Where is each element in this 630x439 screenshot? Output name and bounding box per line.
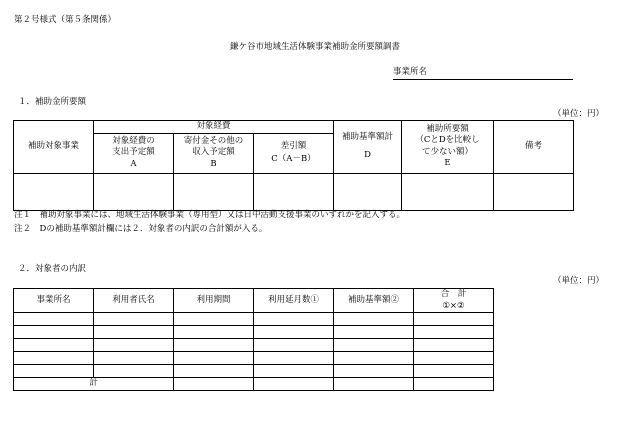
header-expenditure-line: 支出予定額 [112,147,155,158]
header-required-amount [402,121,494,174]
header-standard-total [334,121,402,174]
table-cell[interactable] [414,326,494,339]
table-cell[interactable] [14,365,94,378]
header-total-formula: ①×② [442,300,465,311]
header-total [414,289,494,313]
table-cell[interactable] [414,339,494,352]
header-difference [254,133,334,173]
header-required-line: て少ない額） [421,146,473,157]
header-usage-period: 利用期間 [174,289,254,313]
header-standard-total-letter: D [364,149,371,160]
table-cell[interactable] [14,339,94,352]
table-cell[interactable] [254,378,334,391]
table-cell[interactable] [174,313,254,326]
cell-difference[interactable] [254,173,334,210]
table-cell[interactable] [334,365,414,378]
table-cell[interactable] [174,365,254,378]
table-cell[interactable] [94,352,174,365]
table-row [14,339,494,352]
header-donation-letter: B [210,158,217,169]
table-cell[interactable] [254,326,334,339]
header-required-line: （CとDを比較し [415,135,480,146]
office-name-label: 事業所名 [393,67,428,77]
table-cell[interactable] [414,365,494,378]
subsidy-table [13,120,574,211]
header-expenditure-letter: A [130,158,137,169]
header-user-name: 利用者氏名 [94,289,174,313]
section2-heading: ２．対象者の内訳 [18,264,87,274]
section2-unit: （単位：円） [552,276,604,286]
section1-heading: １．補助金所要額 [18,97,87,107]
table-cell[interactable] [254,339,334,352]
table-cell[interactable] [254,313,334,326]
cell-donation[interactable] [174,173,254,210]
recipient-breakdown-table [13,288,494,391]
header-standard-total-line: 補助基準額計 [341,132,393,143]
total-label: 計 [14,378,174,391]
table-cell[interactable] [94,339,174,352]
table-cell[interactable] [94,313,174,326]
header-standard-amount: 補助基準額② [334,289,414,313]
header-target-cost-group: 対象経費 [94,121,334,134]
table-cell[interactable] [174,378,254,391]
office-name-field[interactable] [393,79,573,80]
table-cell[interactable] [334,378,414,391]
table-cell[interactable] [414,313,494,326]
header-donation [174,133,254,173]
table-cell[interactable] [174,339,254,352]
table-cell[interactable] [334,326,414,339]
table-row [14,352,494,365]
table-cell[interactable] [14,352,94,365]
table-cell[interactable] [254,352,334,365]
header-difference-letter: C（A－B） [271,154,316,164]
cell-expenditure[interactable] [94,173,174,210]
note-2: 注２ Dの補助基準額計欄には２．対象者の内訳の合計額が入る。 [14,224,268,234]
total-row [14,378,494,391]
cell-remarks[interactable] [494,173,574,210]
header-usage-months: 利用延月数① [254,289,334,313]
cell-target-project[interactable] [14,173,94,210]
header-expenditure [94,133,174,173]
form-number: 第２号様式（第５条関係） [14,15,117,25]
header-total-label: 合 計 [440,289,467,299]
table-cell[interactable] [14,313,94,326]
header-donation-line: 収入予定額 [192,147,235,158]
header-expenditure-line: 対象経費の [112,135,155,146]
table-row [14,313,494,326]
document-title: 鎌ケ谷市地域生活体験事業補助金所要額調書 [229,42,400,52]
table-cell[interactable] [174,352,254,365]
header-required-line: 補助所要額 [426,123,469,134]
header-office-name: 事業所名 [14,289,94,313]
cell-required-amount[interactable] [402,173,494,210]
header-target-project: 補助対象事業 [14,121,94,174]
table-cell[interactable] [334,313,414,326]
table-cell[interactable] [14,326,94,339]
header-remarks: 備考 [494,121,574,174]
cell-standard-total[interactable] [334,173,402,210]
header-difference-line: 差引額 [280,140,307,151]
note-1: 注１ 補助対象事業には、地域生活体験事業（専用型）又は日中活動支援事業のいずれかを記入する。 [14,210,406,220]
section1-unit: （単位：円） [552,109,604,119]
table-cell[interactable] [94,326,174,339]
table-cell[interactable] [94,365,174,378]
table-cell[interactable] [174,326,254,339]
table-row [14,326,494,339]
table-cell[interactable] [334,352,414,365]
table-row [14,365,494,378]
table-cell[interactable] [414,352,494,365]
header-required-letter: E [444,158,451,169]
table-cell[interactable] [414,378,494,391]
table-cell[interactable] [254,365,334,378]
table-cell[interactable] [334,339,414,352]
header-donation-line: 寄付金その他の [183,135,244,146]
